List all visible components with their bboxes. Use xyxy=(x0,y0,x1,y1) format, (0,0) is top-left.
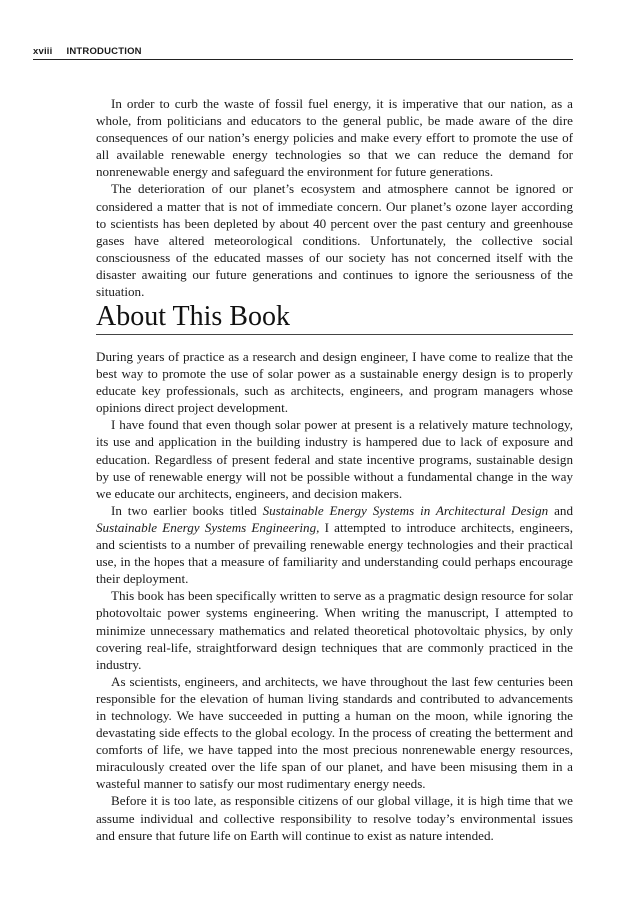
intro-paragraph-2: The deterioration of our planet’s ecosystem and atmosphere cannot be ignored or considered a matter that is not of immediate concern. Our planet’s ozone layer according to scientists has been depleted by about 40 percent over the past century and greenhouse gases have altered meteorological conditions. Unfortunately, the collective social consciousness of the educated masses of our society has not concerned itself with the disaster awaiting our future generations and continues to ignore the seriousness of the situation. xyxy=(96,181,573,300)
about-p3-and: and xyxy=(548,502,573,518)
about-paragraph-1: During years of practice as a research and design engineer, I have come to realize that the best way to promote the use of solar power as a sustainable energy design is to properly educate key professionals, such as architects, engineers, and program managers whose opinions direct project development. xyxy=(96,349,573,416)
about-paragraph-6: Before it is too late, as responsible citizens of our global village, it is high time that we assume individual and collective responsibility to resolve today’s environmental issues and ensure that future life on Earth will continue to exist as nature intended. xyxy=(96,793,573,843)
about-p3-rest: I attempted to introduce architects, engineers, and scientists to a number of prevailing renewable energy technologies and their practical use, in the hopes that a measure of familiarity and understanding could perhaps encourage their deployment. xyxy=(96,519,573,587)
about-paragraph-4: This book has been specifically written to serve as a pragmatic design resource for solar photovoltaic power systems engineering. When writing the manuscript, I attempted to minimize unnecessary mathematics and related theoretical photovoltaic physics, by only covering real-life, straightforward design techniques that are commonly practiced in the industry. xyxy=(96,588,573,672)
intro-text-block xyxy=(96,95,573,300)
about-p3-intro: In two earlier books titled xyxy=(111,502,263,518)
about-text-block xyxy=(96,348,573,844)
intro-paragraph-1: In order to curb the waste of fossil fuel energy, it is imperative that our nation, as a whole, from politicians and educators to the general public, be made aware of the dire consequences of our nation’s energy policies and make every effort to promote the use of all available renewable energy technologies so that we can reduce the demand for nonrenewable energy and safeguard the environment for future generations. xyxy=(96,96,573,180)
book-title-engineering: Sustainable Energy Systems Engineering, xyxy=(96,519,320,535)
section-heading: About This Book xyxy=(96,300,573,335)
about-paragraph-2: I have found that even though solar power at present is a relatively mature technology, its use and application in the building industry is hampered due to lack of exposure and education. Regardless of present federal and state incentive programs, sustainable design by use of renewable energy will not be possible without a fundamental change in the way we educate our architects, engineers, and decision makers. xyxy=(96,417,573,501)
about-paragraph-3 xyxy=(96,502,573,587)
page-number: xviii xyxy=(33,46,53,57)
about-paragraph-5: As scientists, engineers, and architects, we have throughout the last few centuries been responsible for the elevation of human living standards and contributed to advancements in technology. We have succeeded in putting a human on the moon, while ignoring the devastating side effects to the global ecology. In the process of creating the betterment and comforts of life, we have tapped into the most precious nonrenewable energy resources, miraculously created over the life span of our planet, and have been misusing them in a wasteful manner to satisfy our most rudimentary energy needs. xyxy=(96,673,573,792)
section-name: INTRODUCTION xyxy=(66,46,142,57)
book-title-architectural: Sustainable Energy Systems in Architectural Design xyxy=(262,502,549,518)
running-header xyxy=(33,45,573,60)
